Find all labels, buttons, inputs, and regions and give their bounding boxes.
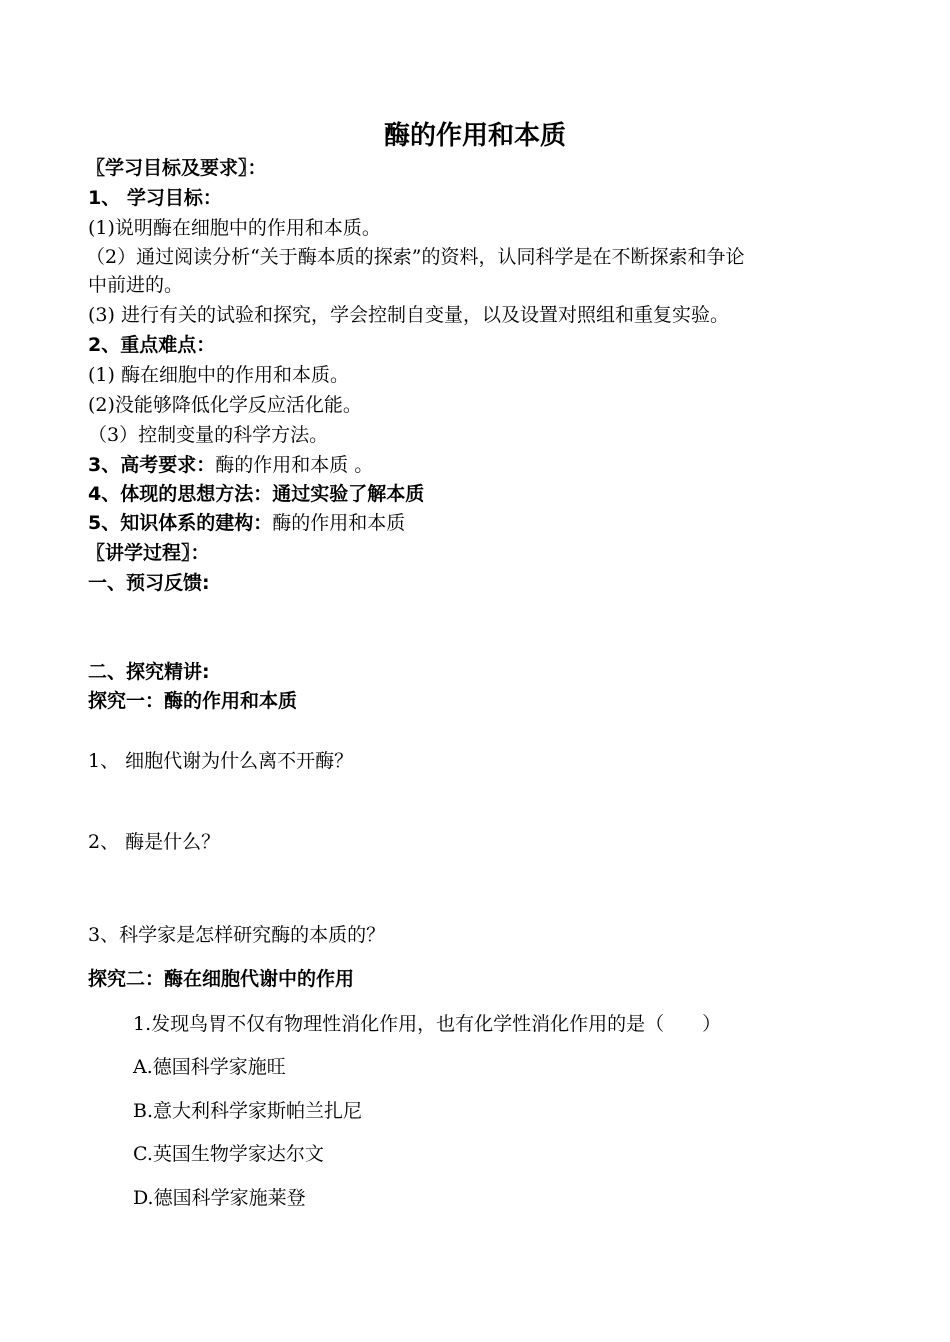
option-a: A.德国科学家施旺: [133, 1056, 286, 1078]
page-title: 酶的作用和本质: [383, 121, 566, 151]
section-5: [88, 511, 405, 535]
question-stem: 1.发现鸟胃不仅有物理性消化作用，也有化学性消化作用的是（ ）: [133, 1013, 722, 1035]
explore-1-question-2: 2、 酶是什么？: [88, 831, 221, 853]
explore-1-header: 探究一：酶的作用和本质: [88, 690, 298, 712]
section-2-header: 2、重点难点：: [88, 334, 216, 356]
section-1-header: 1、 学习目标：: [88, 187, 222, 209]
option-b: B.意大利科学家斯帕兰扎尼: [133, 1100, 363, 1122]
option-c: C.英国生物学家达尔文: [133, 1143, 324, 1165]
section-4: 4、体现的思想方法：通过实验了解本质: [88, 483, 425, 505]
process-header: 〖讲学过程〗：: [86, 542, 210, 564]
objectives-header: 〖学习目标及要求〗：: [86, 157, 267, 179]
objective-item-1: (1)说明酶在细胞中的作用和本质。: [88, 217, 381, 239]
section-3-label: 3、高考要求：: [88, 454, 216, 476]
section-5-label: 5、知识体系的建构：: [88, 512, 273, 534]
explore-1-question-3: 3、科学家是怎样研究酶的本质的？: [88, 924, 386, 946]
explore-header: 二、探究精讲:: [88, 661, 210, 683]
section-3: [88, 453, 373, 477]
section-3-value: 酶的作用和本质 。: [215, 454, 374, 476]
explore-1-question-1: 1、 细胞代谢为什么离不开酶？: [88, 750, 354, 772]
explore-2-header: 探究二：酶在细胞代谢中的作用: [88, 968, 355, 990]
objective-item-2-cont: 中前进的。: [88, 274, 184, 296]
preview-header: 一、预习反馈:: [88, 572, 210, 594]
objective-item-2: （2）通过阅读分析“关于酶本质的探索”的资料，认同科学是在不断探索和争论: [86, 246, 745, 268]
objective-item-3: (3) 进行有关的试验和探究，学会控制自变量，以及设置对照组和重复实验。: [88, 304, 729, 326]
key-point-3: （3）控制变量的科学方法。: [88, 424, 329, 446]
section-5-value: 酶的作用和本质: [272, 512, 406, 534]
key-point-2: (2)没能够降低化学反应活化能。: [88, 394, 362, 416]
option-d: D.德国科学家施莱登: [133, 1187, 306, 1209]
key-point-1: (1) 酶在细胞中的作用和本质。: [88, 364, 349, 386]
